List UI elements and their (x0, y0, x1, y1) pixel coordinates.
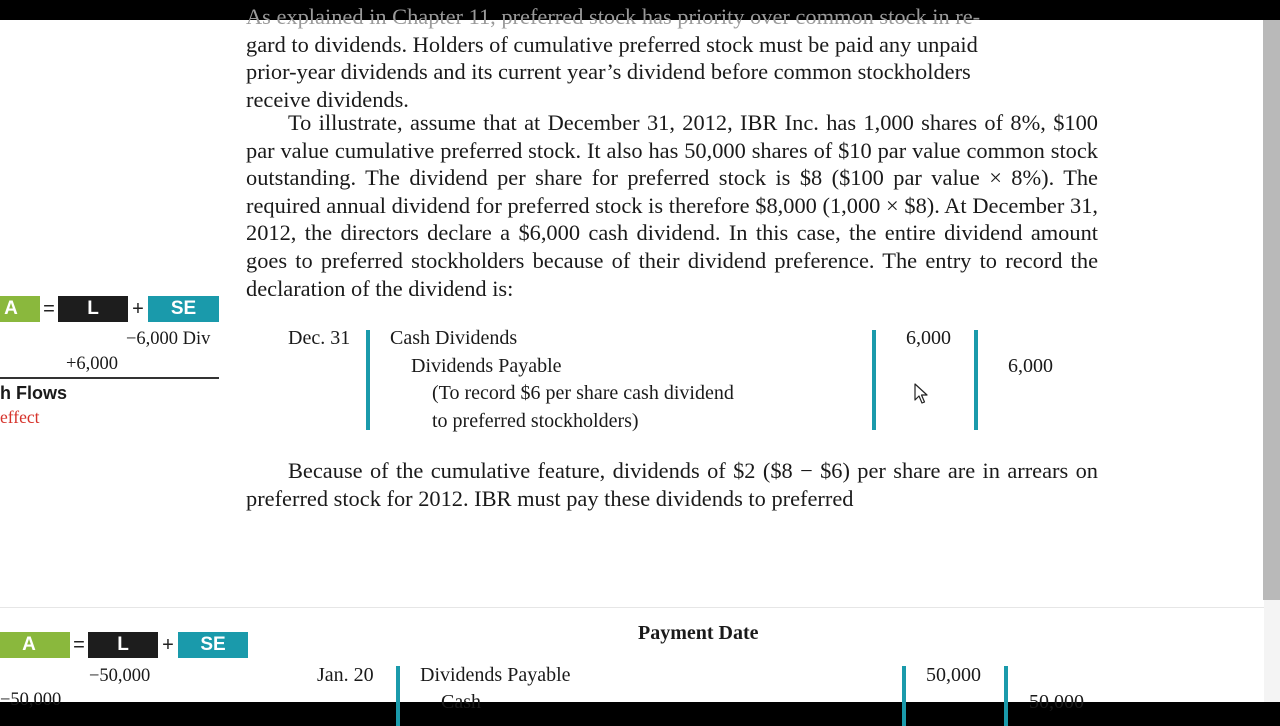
mouse-pointer-icon (914, 383, 930, 405)
document-page (0, 4, 1264, 713)
plus-sign: + (132, 297, 144, 320)
text-line: arrears on preferred stock for 2012. IBR must pay these dividends to preferred (246, 458, 1098, 511)
liabilities-box: L (88, 632, 158, 658)
text-line: common stock outstanding. The dividend per share for preferred stock is $8 ($100 (246, 137, 1099, 191)
text-line: Because of the cumulative feature, dividends of $2 ($8 − $6) per share are in (288, 458, 1008, 483)
accounting-equation-2 (0, 632, 250, 658)
scrollbar-thumb[interactable] (1263, 20, 1280, 600)
credit-column-rule (1004, 666, 1008, 726)
entry-rule (366, 330, 370, 430)
debit-amount: 6,000 (906, 327, 951, 349)
section-heading: Payment Date (638, 622, 759, 644)
debit-column-rule (872, 330, 876, 430)
text-line: $100 par value cumulative preferred stock. It also has 50,000 shares of $10 par value (246, 110, 1098, 163)
liabilities-change: +6,000 (66, 354, 119, 374)
entry-date: Dec. 31 (288, 327, 351, 349)
cash-flows-effect: effect (0, 407, 40, 427)
text-line: dividend preference. The entry to record the declaration of the dividend is: (246, 247, 1099, 301)
text-line: To illustrate, assume that at December 31, 2012, IBR Inc. has 1,000 shares of 8%, (288, 110, 1054, 135)
debit-column-rule (902, 666, 906, 726)
credit-amount: 50,000 (1029, 691, 1084, 713)
paragraph-cumulative-intro (246, 3, 1098, 113)
assets-box: A (0, 296, 40, 322)
equity-box: SE (178, 632, 248, 658)
credit-amount: 6,000 (1008, 355, 1053, 377)
assets-box: A (0, 632, 70, 658)
credit-column-rule (974, 330, 978, 430)
debit-account: Cash Dividends (390, 327, 518, 349)
text-line: (1,000 × $8). At December 31, 2012, the directors declare a $6,000 cash dividend. In (246, 192, 1099, 246)
accounting-equation-1 (0, 296, 222, 322)
assets-change: −50,000 (0, 690, 62, 710)
page-divider (0, 607, 1264, 608)
text-line-cut: As explained in Chapter 11, preferred stock has priority over common stock in re- (246, 4, 981, 29)
equals-sign: = (73, 633, 85, 656)
text-line: prior-year dividends and its current year’s dividend before common stockholders (246, 59, 971, 85)
entry-memo: (To record $6 per share cash dividend (432, 382, 734, 404)
liabilities-box: L (58, 296, 128, 322)
credit-account: Dividends Payable (411, 355, 562, 377)
equity-box: SE (148, 296, 219, 322)
paragraph-arrears (246, 457, 1098, 512)
cash-flows-label: h Flows (0, 383, 67, 403)
text-line: par value × 8%). The required annual dividend for preferred stock is therefore $8,000 (246, 165, 1098, 218)
entry-date: Jan. 20 (317, 664, 374, 686)
debit-account: Dividends Payable (420, 664, 571, 686)
entry-memo: to preferred stockholders) (432, 410, 639, 432)
entry-rule (396, 666, 400, 726)
plus-sign: + (162, 633, 174, 656)
equity-change: −6,000 Div (126, 329, 211, 349)
credit-account: Cash (441, 691, 481, 713)
paragraph-illustration (246, 109, 1098, 302)
text-line: this case, the entire dividend amount goes to preferred stockholders because of their (246, 220, 1098, 273)
text-line: gard to dividends. Holders of cumulative preferred stock must be paid any unpaid (246, 31, 978, 57)
debit-amount: 50,000 (926, 664, 981, 686)
equals-sign: = (43, 297, 55, 320)
divider (0, 377, 219, 379)
text-line: receive dividends. (246, 86, 409, 112)
liabilities-change: −50,000 (89, 666, 151, 686)
